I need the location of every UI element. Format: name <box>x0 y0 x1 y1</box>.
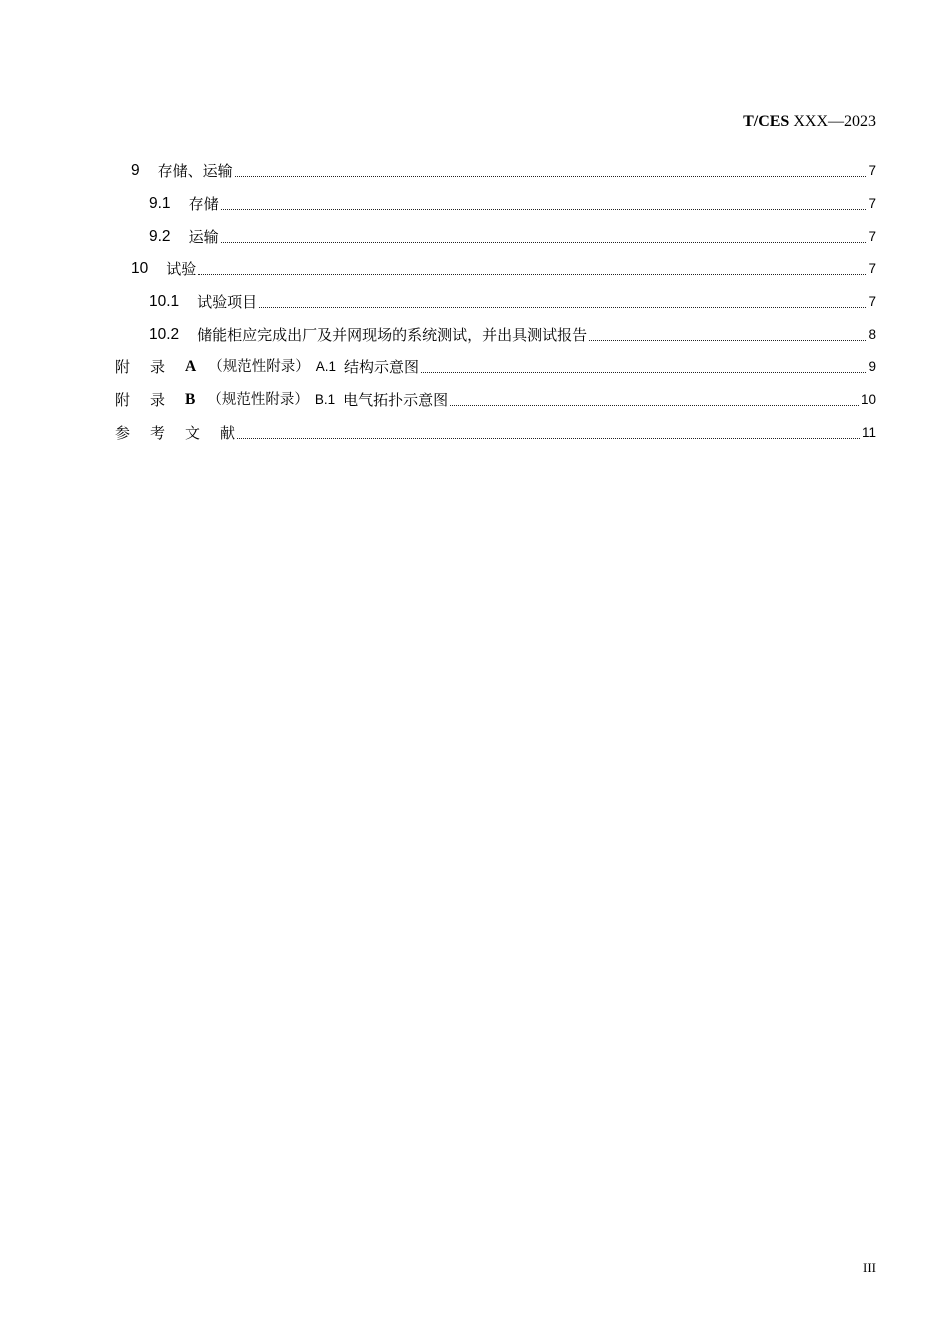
toc-entry-page: 7 <box>868 196 876 211</box>
toc-entry-number: 10.2 <box>149 326 180 343</box>
annex-type: （规范性附录） <box>208 359 310 375</box>
toc-entry-title: 试验项目 <box>197 293 258 311</box>
toc-entry-10-2[interactable] <box>149 322 876 344</box>
page-number: III <box>863 1260 876 1275</box>
toc-leader-dots <box>221 242 867 243</box>
annex-word-fu: 附 <box>115 391 131 409</box>
toc-entry-page: 7 <box>868 294 876 309</box>
toc-entry-10-1[interactable] <box>149 289 876 311</box>
toc-entry-9[interactable] <box>131 158 876 180</box>
toc-entry-number: 9 <box>131 162 140 179</box>
toc-entry-page: 7 <box>868 229 876 244</box>
toc-leader-dots <box>221 209 867 210</box>
annex-letter: B <box>185 391 196 408</box>
bibliography-char: 参 <box>115 424 131 442</box>
annex-word-fu: 附 <box>115 358 131 376</box>
annex-word-lu: 录 <box>150 358 166 376</box>
toc-leader-dots <box>421 372 866 373</box>
toc-entry-page: 10 <box>860 392 876 407</box>
toc-entry-number: 10 <box>131 260 149 277</box>
bibliography-char: 文 <box>185 424 201 442</box>
toc-entry-title: 储能柜应完成出厂及并网现场的系统测试，并出具测试报告 <box>197 326 588 344</box>
toc-leader-dots <box>237 438 860 439</box>
toc-entry-page: 8 <box>868 327 876 342</box>
toc-entry-page: 11 <box>861 425 876 440</box>
toc-entry-page: 7 <box>868 261 876 276</box>
toc-entry-page: 7 <box>868 163 876 178</box>
toc-entry-number: 9.2 <box>149 228 171 245</box>
annex-sub-number: A.1 <box>315 359 336 374</box>
toc-entry-title: 存储 <box>188 195 219 213</box>
toc-entry-9-1[interactable] <box>149 191 876 213</box>
toc-leader-dots <box>235 176 867 177</box>
annex-word-lu: 录 <box>150 391 166 409</box>
document-code-suffix: XXX—2023 <box>789 113 876 130</box>
toc-leader-dots <box>450 405 859 406</box>
toc-bibliography[interactable] <box>115 420 876 442</box>
toc-entry-number: 9.1 <box>149 195 171 212</box>
table-of-contents <box>0 0 950 500</box>
toc-entry-9-2[interactable] <box>149 224 876 246</box>
annex-sub-title: 电气拓扑示意图 <box>343 391 449 409</box>
toc-entry-10[interactable] <box>131 256 876 278</box>
toc-entry-title: 试验 <box>166 260 197 278</box>
toc-leader-dots <box>589 340 866 341</box>
toc-entry-number: 10.1 <box>149 293 180 310</box>
annex-sub-number: B.1 <box>314 392 336 407</box>
bibliography-char: 考 <box>150 424 166 442</box>
toc-entry-title: 运输 <box>188 228 219 246</box>
toc-leader-dots <box>259 307 866 308</box>
toc-annex-b[interactable] <box>115 387 876 409</box>
toc-annex-a[interactable] <box>115 354 876 376</box>
document-code-prefix: T/CES <box>743 113 790 130</box>
toc-entry-title: 存储、运输 <box>157 162 233 180</box>
toc-leader-dots <box>198 274 866 275</box>
annex-letter: A <box>185 358 197 375</box>
annex-sub-title: 结构示意图 <box>344 358 420 376</box>
toc-entry-page: 9 <box>868 359 876 374</box>
bibliography-char: 献 <box>220 424 236 442</box>
annex-type: （规范性附录） <box>207 392 309 408</box>
